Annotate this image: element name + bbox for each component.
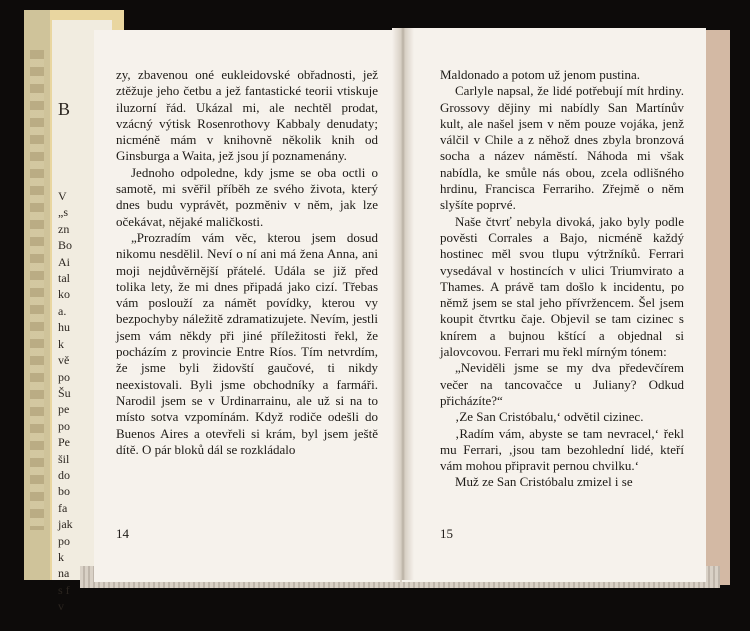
cover-spine-pattern [24,10,50,580]
left-page-number: 14 [116,526,129,541]
right-paragraph-3: Naše čtvrť nebyla divoká, jako byly podle pověsti Corrales a Bajo, nicméně každý hostinec měl svou tlupu výtržníků. Ferrari vysedával v hostincích v ulici Triumvirato a Thames. A právě tam došlo k incidentu, po němž jsem se stal jeho přívržencem. Šel jsem koupit čtvrtku čaje. Objevil se tam cizinec s knírem a bujnou kštící a objednal si jalovcovou. Ferrari mu řekl mírným tónem: [440,213,684,360]
right-page [402,28,706,582]
behind-fragment: v [58,599,64,614]
behind-fragment: do [58,467,70,482]
right-paragraph-6: ‚Radím vám, abyste se tam nevracel,‘ řekl mu Ferrari, ‚jsou tam bezohlední lidé, kteří vám mohou připravit pernou chvilku.‘ [440,425,684,474]
behind-fragment: Bo [58,238,73,253]
behind-fragments [58,188,98,615]
right-paragraph-5: ‚Ze San Cristóbalu,‘ odvětil cizinec. [455,409,644,425]
behind-fragment: po [58,369,70,384]
right-paragraph-7: Muž ze San Cristóbalu zmizel i se [455,474,633,490]
behind-fragment: hu [58,320,70,335]
behind-fragment: Pe [58,435,70,450]
behind-fragment: zn [58,221,70,236]
right-paragraph-4: „Neviděli jsme se my dva předevčírem večer na tancovačce u Juliany? Odkud přicházíte?“ [440,360,684,408]
behind-fragment: s f [58,582,70,597]
behind-fragment: po [58,533,70,548]
left-paragraph-2: Jednoho odpoledne, kdy jsme se oba octli o samotě, mi svěřil příběh ze svého života, který dnes budu vyprávět, pozměniv v něm, jak lze očekávat, nějaké maličkosti. [116,164,378,229]
left-page-text [116,67,378,458]
behind-fragment: jak [58,517,73,532]
left-paragraph-1: zy, zbavenou oné eukleidovské obřadnosti, jež ztěžuje jeho četbu a jež fantastické teorii vtiskuje iluzorní řád. Ukázal mi, ale nechtěl prodat, vzácný výtisk Rosenrothovy Kabbaly denudaty; nicméně mám v knihovně několik knih od Ginsburga a Waita, jež jsou jí poznamenány. [116,67,378,164]
behind-fragment: pe [58,402,70,417]
behind-fragment: po [58,418,70,433]
behind-fragment: ko [58,287,70,302]
right-paragraph-1: Maldonado a potom už jenom pustina. [440,67,641,82]
behind-fragment: bo [58,484,70,499]
behind-fragment: V [58,189,67,204]
left-page [94,30,400,582]
behind-fragment: k [58,336,64,351]
book-cover-right-edge [704,30,730,585]
behind-fragment: šil [58,451,70,466]
right-page-number: 15 [440,526,453,541]
behind-fragment: „s [58,205,68,220]
right-page-text [440,67,684,491]
left-paragraph-3: „Prozradím vám věc, kterou jsem dosud nikomu nesdělil. Neví o ní ani má žena Anna, ani moji nejdůvěrnější přátelé. Udála se již před tolika lety, že mi dnes připadá jako cizí. Třebas vám poslouží za námět povídky, kterou vy bezpochyby náležitě zdramatizujete. Nevím, jestli jsem vám někdy při jiné příležitosti řekl, že pocházím z provincie Entre Ríos. Tím netvrdím, že jsme byli židovští gaučové, ti nikdy neexistovali. Byli jsme obchodníky a farmáři. Narodil jsem se v Urdinarrainu, ale už si na to místo sotva vzpomínám. Když rodiče odešli do Buenos Aires a otevřeli si krám, byl jsem ještě dítě. O pár bloků dál se rozkládalo [116,229,378,457]
behind-fragment: k [58,549,64,564]
behind-fragment: Šu [58,385,71,400]
right-paragraph-2: Carlyle napsal, že lidé potřebují mít hrdiny. Grossovy dějiny mi nabídly San Martínův kult, ale našel jsem v něm pouze vojáka, jenž válčil v Chile a z něhož dnes zbyla bronzová socha a název náměstí. Náhoda mi však nabídla, ke smůle nás obou, zcela odlišného hrdinu, Francisca Ferrariho. Zřejmě o něm slyšíte poprvé. [440,83,684,213]
behind-fragment: na [58,566,70,581]
behind-fragment: vě [58,353,70,368]
behind-fragment: fa [58,500,68,515]
behind-page-text [58,68,98,614]
behind-fragment: a. [58,303,67,318]
behind-title-letter: B [58,98,71,119]
book-gutter [392,28,414,580]
behind-fragment: tal [58,271,70,286]
behind-fragment: Ai [58,254,70,269]
